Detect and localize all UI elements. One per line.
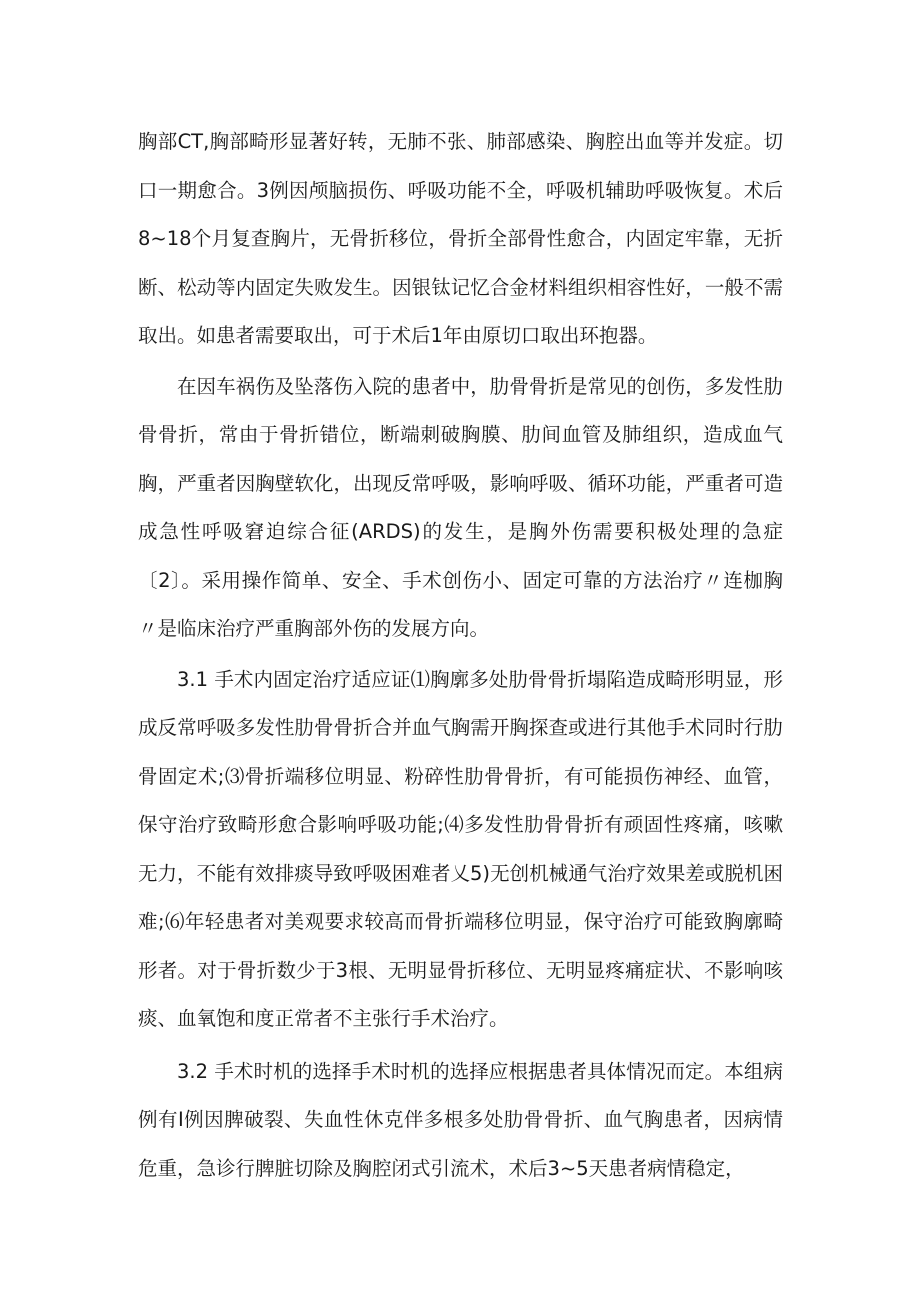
paragraph-3-section-3-1: 3.1 手术内固定治疗适应证⑴胸廓多处肋骨骨折塌陷造成畸形明显，形成反常呼吸多发性肋骨骨折合并血气胸需开胸探查或进行其他手术同时行肋骨固定术;⑶骨折端移位明显、粉碎性肋骨骨折，有可能损伤神经、血管，保守治疗致畸形愈合影响呼吸功能;⑷多发性肋骨骨折有顽固性疼痛，咳嗽无力，不能有效排痰导致呼吸困难者乂5)无创机械通气治疗效果差或脱机困难;⑹年轻患者对美观要求较高而骨折端移位明显，保守治疗可能致胸廓畸形者。对于骨折数少于3根、无明显骨折移位、无明显疼痛症状、不影响咳痰、血氧饱和度正常者不主张行手术治疗。	[138, 667, 783, 1030]
paragraph-4-section-3-2: 3.2 手术时机的选择手术时机的选择应根据患者具体情况而定。本组病例有I例因脾破裂、失血性休克伴多根多处肋骨骨折、血气胸患者，因病情危重，急诊行脾脏切除及胸腔闭式引流术，术后3~5天患者病情稳定，	[138, 1059, 783, 1180]
document-body	[138, 118, 783, 1193]
paragraph-1: 胸部CT,胸部畸形显著好转，无肺不张、肺部感染、胸腔出血等并发症。切口一期愈合。3例因颅脑损伤、呼吸功能不全，呼吸机辅助呼吸恢复。术后8~18个月复查胸片，无骨折移位，骨折全部骨性愈合，内固定牢靠，无折断、松动等内固定失败发生。因银钛记忆合金材料组织相容性好，一般不需取出。如患者需要取出，可于术后1年由原切口取出环抱器。	[138, 130, 783, 347]
paragraph-2: 在因车祸伤及坠落伤入院的患者中，肋骨骨折是常见的创伤，多发性肋骨骨折，常由于骨折错位，断端刺破胸膜、肋间血管及肺组织，造成血气胸，严重者因胸壁软化，出现反常呼吸，影响呼吸、循环功能，严重者可造成急性呼吸窘迫综合征(ARDS)的发生，是胸外伤需要积极处理的急症〔2〕。采用操作简单、安全、手术创伤小、固定可靠的方法治疗〃连枷胸〃是临床治疗严重胸部外伤的发展方向。	[138, 374, 783, 640]
